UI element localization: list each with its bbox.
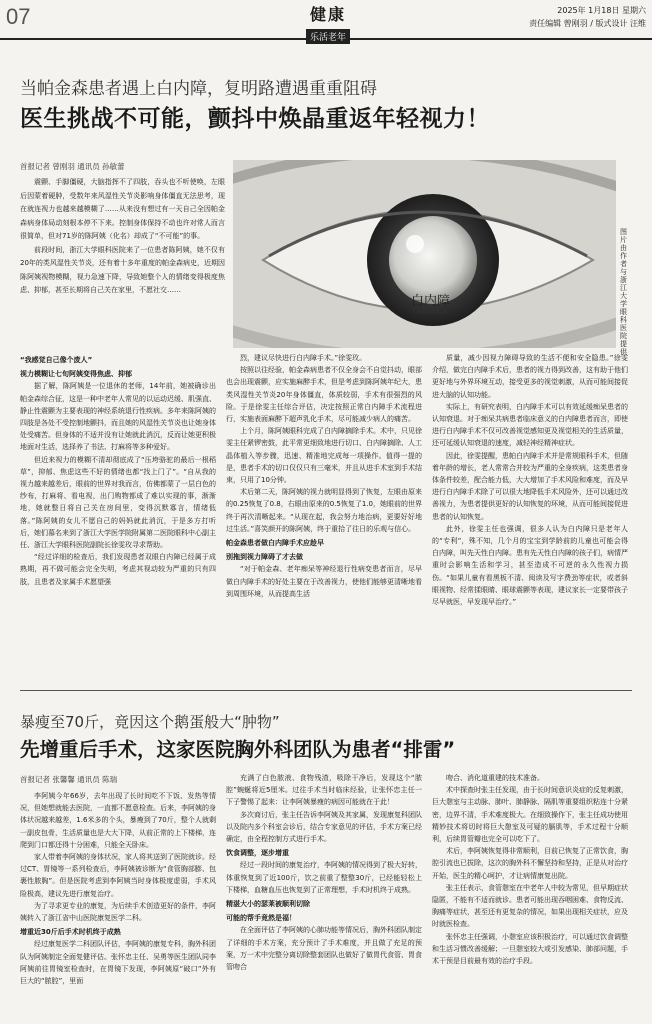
article1-column-3	[432, 352, 628, 682]
article2-column-3	[432, 772, 628, 1020]
paragraph: 经过康复医学二科团队评估，李阿姨的康复专科，胸外科团队为阿姨制定全面复健评估。张怀忠主任、吴勇等医生团队同李阿姨前往胃镜室检查时，在胃镜下发现，李阿姨原“破口”外有巨大的“脓腔”，里面	[20, 940, 216, 986]
paragraph: 在全面评估了李阿姨的心肺功能等情况后，胸外科团队制定了详细的手术方案，充分预计了手术难度，并且做了充足的预案，万一术中完整分离切除整套团队也做好了做胃代食管、胃食管吻合	[226, 926, 422, 972]
paragraph: 家人带着李阿姨的身体状况，家人将其送到了医院就诊。经过CT、胃镜等一系列检查后，李阿姨被诊断为“食管胸部膨、包裹性脓胸”。但是医院考虑到李阿姨当时身体极度虚弱，手术风险极高，建议先进行康复治疗。	[20, 853, 216, 898]
cataract-eye-photo	[233, 160, 616, 348]
paragraph: 质量，减少因视力障碍导致的生活不便和安全隐患。”徐雯介绍，做完白内障手术后，患者的视力得到改善，这有助于他们更好地与外界环境互动，接受更多的视觉刺激，从而可能间接促进大脑的认知功能。	[432, 354, 628, 399]
section-masthead	[298, 2, 358, 44]
editors-credit: 责任编辑 曾刚羽 / 版式设计 汪维	[529, 19, 646, 28]
subheading: 精湛大小的瑟莱被顺利切除	[226, 900, 310, 909]
photo-caption: 图片由作者与浙江大学眼科医院提供	[620, 228, 627, 356]
article2-column-1	[20, 790, 216, 1020]
issue-date: 2025年 1月18日 星期六	[557, 6, 646, 15]
intro-paragraph: 震颤、手脚僵硬，大脑指挥不了四肢，吞头也不听使唤，左眼后因蒙着硬肿，受数年来风湿性关节炎影响身体僵直无法思考，现在就连视力也越来越模糊了……从来没有想过有一天自己全因帕金森病身体局动刻根本停不下来。控制身体保持不动也许对常人而言很简单，但对71岁的陈阿姨（化名）却成了“不可能”的事。	[20, 178, 225, 240]
article-divider	[20, 690, 632, 691]
section-title: 健康	[309, 5, 346, 24]
article2-byline: 首报记者 张馨馨 通讯员 陈瑞	[20, 775, 118, 784]
paragraph: 烈，建议尽快进行白内障手术。”徐雯玫。	[240, 354, 367, 362]
date-block	[529, 4, 646, 30]
subheading: “我感觉自己像个废人”	[20, 356, 93, 364]
paragraph: 但近来视力的模糊不清却彻底成了“压垮骆驼的最后一根稻草”，抑郁、焦虑这些不好的情绪也都“找上门了”。“自从我的视力越来越差后，眼前的世界对我而言，仿佛都蒙了一层白色的纱布，打麻将、看电视，出门购物都成了难以实现的事，渐渐地，她就整日将自己关在房间里，变得沉默寡言，情绪低落。”陈阿姨的女儿不愿自己的妈妈就此消沉，于是多方打听后，她们慕名来到了浙江大学医学院附属第二医院眼科中心副主任、浙江大学眼科医院副院长徐雯玫寻求帮助。	[20, 455, 216, 550]
article1-byline: 首报记者 曾刚羽 通讯员 孙敏蕾	[20, 162, 125, 171]
paragraph: 张主任表示，食管憩室在中老年人中较为常见，但早期症状隐匿，不能有不适而就诊。患者可能出现吞咽困难、食物反流、胸痛等症状，甚至还有更复杂的情况，如果出现相关症状，应及时就医检查。	[432, 883, 628, 929]
section-subtitle: 乐活老年	[306, 29, 350, 44]
paragraph: “经过详细的检查后，我们发现患者双眼白内障已经属于成熟期，再不做可能会完全失明，考虑其视动较为严重的只有四肢，且患者及家属手术愿望强	[20, 553, 216, 586]
photo-label-en: Cataracts	[413, 307, 448, 315]
paragraph: 按照以往经验，帕金森病患者不仅全身会不自觉抖动，眼部也会出现震颤，应实施麻醉手术，但是考虑到陈阿姨年纪大，患类风湿性关节炎20年身体僵直，体质较弱，手术有很强烈的风险。于是徐雯主任综合评估，决定按照正常白内障手术流程进行，实施表面麻醉下超声乳化手术，尽可能减少病人的痛苦。	[226, 366, 422, 424]
subheading: 帕金森患者做白内障手术应趁早	[226, 539, 324, 548]
article1-intro	[20, 176, 225, 346]
subheading: 别拖到视力障碍了才去做	[226, 553, 303, 562]
paragraph: 实际上，有研究表明，白内障手术可以有效延缓痴呆患者的认知衰退。对于痴呆共病患者临床意义的白内障患者而言，即使进行白内障手术不仅可改善视觉感知更及视觉相关的生活质量，还可延缓认知衰退的速度，减轻神经精神症状。	[432, 402, 628, 448]
subheading: 视力模糊让七旬阿姨变得焦虑、抑郁	[20, 370, 132, 379]
paragraph: 吻合、消化道重建的技术准备。	[446, 774, 544, 782]
photo-label: 白内障	[411, 294, 451, 309]
subheading: 饮食调整，逐步增重	[226, 849, 289, 858]
paragraph: “对于帕金森、老年痴呆等神经退行性病变患者而言，尽早做白内障手术的好处主要在于改善视力，使他们能够更清晰地看到周围环境，从而提高生活	[226, 565, 422, 598]
article2-kicker: 暴瘦至70斤，竟因这个鹅蛋般大“肿物”	[20, 713, 280, 731]
paragraph: 张怀忠主任强调，小憩室应该积极治疗，可以通过饮食调整和生活习惯改善缓解；一旦憩室较大或引发感染、肺部问题，手术干预是目前最有效的治疗手段。	[432, 932, 628, 966]
paragraph: 因此，徐雯提醒，患帕白内障手术并是常规眼科手术，但随着年龄的增长，老人常常合并较为严重的全身疾病，这类患者身体条件较差，配合能力低，大大增加了手术风险和难度，而及早进行白内障手术除了可以很大地降低手术风险外，还可以通过改善视力，为患者提供更好的认知恢复的环境，从而可能间接促进患者的认知恢复。	[432, 451, 628, 521]
paragraph: 术中探查时张主任发现，由于长时间意识炎症的反复刺激，巨大憩室与主动脉、肺叶、肺静脉、隔肌等重要组织粘连十分紧密，边界不清，手术难度极大。在细致操作下，张主任成功使用精妙技术将切时将巨大憩室及可疑的膈肌等，手术过程十分顺利，后续胃管瓣也完全可以吃下了。	[432, 786, 628, 844]
paragraph: 术后第二天，陈阿姨的视力就明显得到了恢复，左眼由原来的0.25恢复了0.8，右眼由原来的0.5恢复了1.0，她眼前的世界终于再次清晰起来。“从现在起，我会努力地治病，更要好好地过生活。”喜笑颜开的陈阿姨，终于重拾了往日的乐观与信心。	[226, 488, 422, 533]
subheading: 可能的帮手竟然是福！	[226, 914, 296, 923]
intro-paragraph: 前段时间，浙江大学眼科医院来了一位患者陈阿姨，她不仅有20年的类风湿性关节炎，还有着十多年重度的帕金森病史，近期因陈阿姨视物模糊，视力急速下降，导致她整个人的情绪变得极度焦虑、抑郁，甚至长期将自己关在家里，不愿社交……	[20, 245, 225, 294]
article1-column-1	[20, 352, 216, 682]
article2-column-2	[226, 772, 422, 1020]
paragraph: 术后，李阿姨恢复得非常顺利，目前已恢复了正常饮食，胸腔引流也已拔除，这次的胸外科不懈坚持和坚持，正是从对治疗开始，医生的精心呵护，才让病情康复出院。	[432, 847, 628, 880]
paragraph: 充满了白色脓液、食物残渣，吸除干净后，发现这个“脓腔”蜿蜒将近5厘米。过往手术当时临床经验，让张怀忠主任一下子警惕了起来：让李阿姨暴瘦的病因可能就在于此！	[226, 774, 422, 807]
article1-kicker: 当帕金森患者遇上白内障，复明路遭遇重重阻碍	[20, 79, 377, 99]
paragraph: 为了寻求更专业的康复，为后续手术创造更好的条件，李阿姨转入了浙江省中山医院康复医学二科。	[20, 901, 216, 923]
subheading: 增重近30斤后手术时机终于成熟	[20, 928, 121, 937]
paragraph: 多次商讨后，张主任告诉李阿姨及其家属，发现康复科团队以及院内多个科室会诊后，结合专家意见的评估，手术方案已经确定，由全程控制方式进行手术。	[226, 810, 422, 844]
article1-headline: 医生挑战不可能，颤抖中焕晶重返年轻视力！	[20, 106, 490, 132]
eye-illustration	[233, 160, 616, 348]
page-number: 07	[6, 4, 31, 29]
paragraph: 李阿姨今年66岁，去年出现了长时间吃不下饭、发热等情况，但她想就能去医院，一直都不愿意检查。后来，李阿姨的身体状况越来越差，1.6米多的个头，暴瘦到了70斤，整个人就剩一副皮包骨，生活质量也是大大下降，从前正常的上下楼梯，连爬到门口都还得十分困难，只能全天卧床。	[20, 792, 216, 849]
article1-column-2	[226, 352, 422, 682]
page-header	[0, 0, 652, 43]
paragraph: 上个月，陈阿姨眼科完成了白内障摘除手术。术中，只见徐雯主任紧锣密鼓，此平常更细致地进行切口、白内障摘除、人工晶体植入等步骤，迅速、精准地完成每一项操作。值得一提的是，患者手术的切口仅仅只有三毫米，并且从进手术室到手术结束，只用了10分钟。	[226, 427, 422, 485]
paragraph: 经过一段时间的康复治疗，李阿姨的情况得到了极大好转，体重恢复到了近100斤，饮之前重了整整30斤，已经能轻松上下楼梯，血糖血压也恢复到了正常理想，手术时机终于成熟。	[226, 861, 422, 894]
article2-headline: 先增重后手术，这家医院胸外科团队为患者“排雷”	[20, 738, 456, 761]
paragraph: 此外，徐雯主任也强调，很多人认为白内障只是老年人的“专利”，殊不知，几个月的宝宝到学龄前的儿童也可能会得白内障，叫先天性白内障。患有先天性白内障的孩子们，病情严重时会影响生活和学习，甚至造成不可逆的永久性视力损伤。“如果儿童有看黑板不清、阅读及写字费劲等症状，或者斜眼视物、经常揉眼睛、眼球震颤等表现，建议家长一定要带孩子尽早就医，早发现早治疗。”	[432, 524, 628, 607]
paragraph: 据了解，陈阿姨是一位退休的老师，14年前，她被确诊出帕金森综合征，这是一种中老年人常见的以运动迟缓、肌强直、静止性震颤为主要表现的神经系统退行性疾病。多年来陈阿姨的四肢是各处不受控制地颤抖，而且她的风湿性关节炎也让她身体处受痛苦。但身体的不适并没有让她就此消沉，反而让她更积极地面对生活，选择养了书法、打麻将等多种爱好。	[20, 382, 216, 452]
